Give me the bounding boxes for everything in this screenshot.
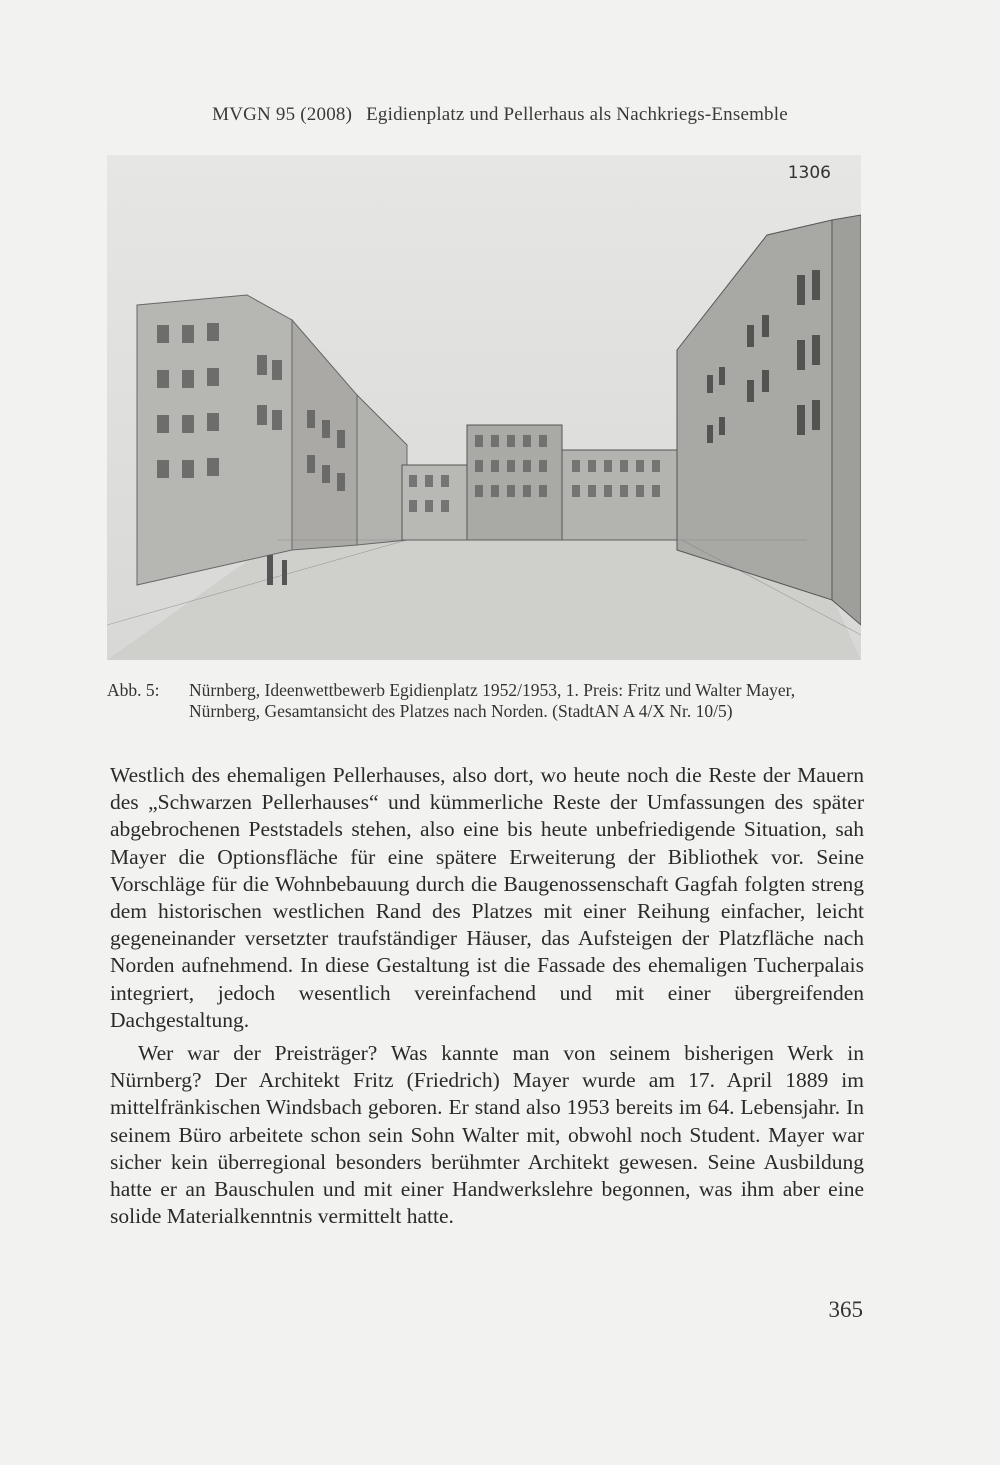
plate-number: 1306 bbox=[787, 163, 831, 183]
paragraph: Westlich des ehemaligen Pellerhauses, also dort, wo heute noch die Reste der Mauern des „Schwarzen Pellerhauses“ und kümmerliche Reste der Umfassungen des später abgebrochenen Peststadels stehen, also eine bis heute unbefriedigende Situation, sah Mayer die Optionsfläche für eine spätere Erweiterung der Bibliothek vor. Seine Vorschläge für die Wohnbebauung durch die Baugenossenschaft Gagfah folgten streng dem historischen westlichen Rand des Platzes mit einer Reihung einfacher, leicht gegeneinander versetzter traufständiger Häuser, das Aufsteigen der Platzfläche nach Norden aufnehmend. In diese Gestaltung ist die Fassade des ehemaligen Tucherpalais integriert, jedoch wesentlich vereinfachend und mit einer übergreifenden Dachgestaltung. bbox=[110, 763, 864, 1032]
running-head bbox=[0, 104, 1000, 126]
figure-illustration bbox=[107, 155, 861, 660]
journal-reference: MVGN 95 (2008) bbox=[212, 104, 353, 125]
body-text bbox=[110, 762, 864, 1230]
architectural-sketch bbox=[107, 155, 861, 660]
paragraph: Wer war der Preisträger? Was kannte man von seinem bisherigen Werk in Nürnberg? Der Architekt Fritz (Friedrich) Mayer wurde am 17. April 1889 im mittelfränkischen Windsbach geboren. Er stand also 1953 bereits im 64. Lebensjahr. In seinem Büro arbeitete schon sein Sohn Walter mit, obwohl noch Student. Mayer war sicher kein überregional besonders berühmter Architekt gewesen. Seine Ausbildung hatte er an Bauschulen und mit einer Handwerkslehre begonnen, was ihm aber eine solide Materialkenntnis vermittelt hatte. bbox=[110, 1041, 864, 1229]
caption-text: Nürnberg, Ideenwettbewerb Egidienplatz 1952/1953, 1. Preis: Fritz und Walter Mayer, Nürnberg, Gesamtansicht des Platzes nach Norden. (StadtAN A 4/X Nr. 10/5) bbox=[189, 680, 796, 721]
figure-caption bbox=[107, 680, 867, 722]
page-number: 365 bbox=[828, 1297, 863, 1322]
article-title: Egidienplatz und Pellerhaus als Nachkriegs-Ensemble bbox=[366, 104, 788, 125]
caption-label: Abb. 5: bbox=[107, 680, 160, 700]
